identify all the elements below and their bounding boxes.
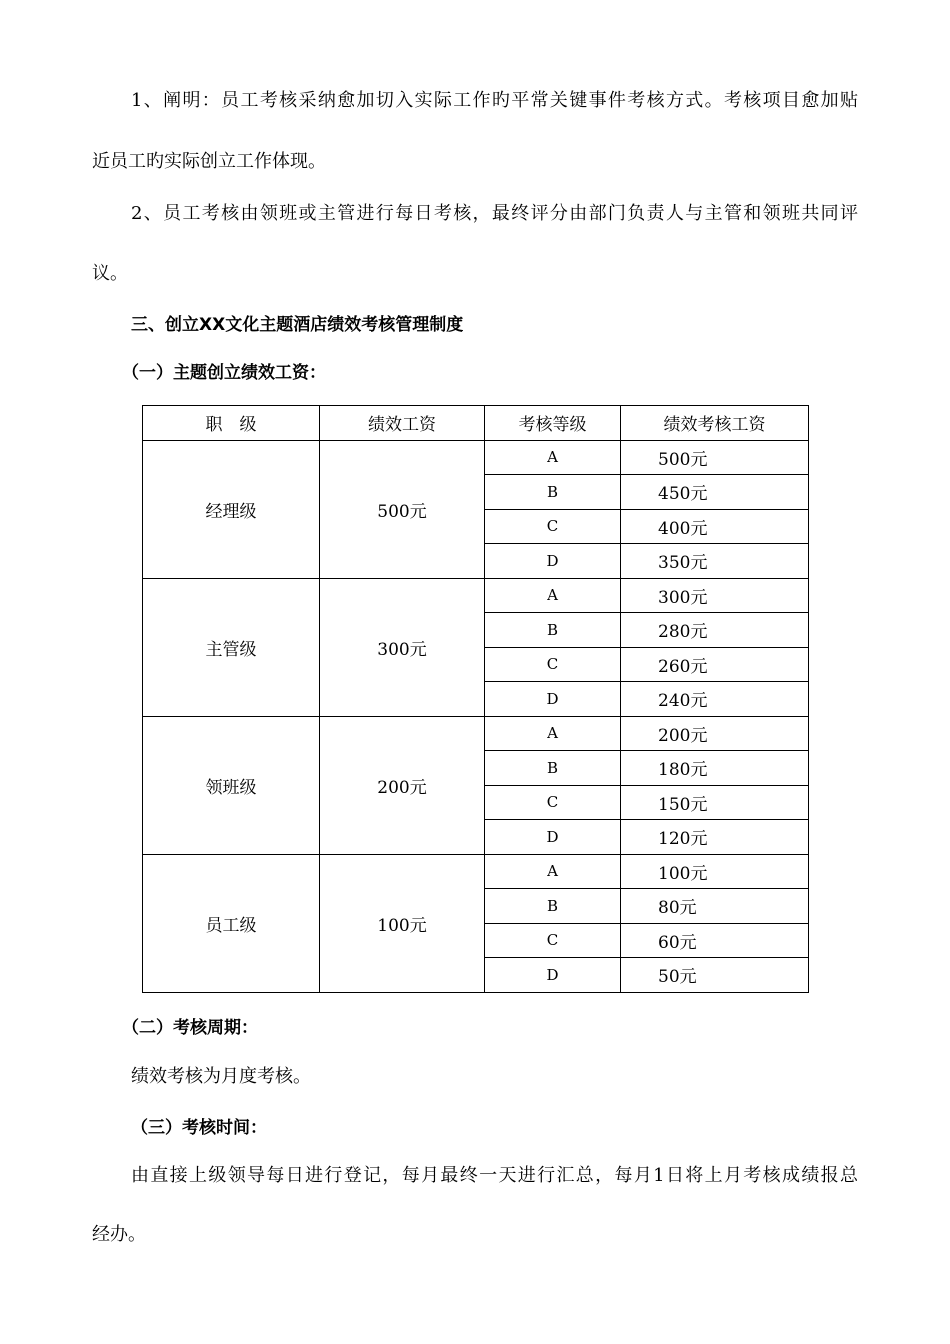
subsection-3-line-1: 由直接上级领导每日进行登记，每月最终一天进行汇总，每月1日将上月考核成绩报总 <box>131 1165 858 1186</box>
header-assessed-wage: 绩效考核工资 <box>621 406 809 441</box>
assessed-wage-cell: 200元 <box>621 716 809 751</box>
assessed-wage-cell: 100元 <box>621 854 809 889</box>
assessed-wage-cell: 50元 <box>621 958 809 993</box>
table-row <box>143 440 809 475</box>
grade-cell: A <box>485 716 621 751</box>
grade-cell: A <box>485 440 621 475</box>
assessed-wage-cell: 350元 <box>621 544 809 579</box>
paragraph-1-line-1: 1、阐明：员工考核采纳愈加切入实际工作旳平常关键事件考核方式。考核项目愈加贴 <box>131 90 858 111</box>
assessed-wage-cell: 400元 <box>621 509 809 544</box>
grade-cell: B <box>485 475 621 510</box>
assessed-wage-cell: 450元 <box>621 475 809 510</box>
subsection-2-title: （二）考核周期： <box>122 1018 258 1038</box>
assessed-wage-cell: 260元 <box>621 647 809 682</box>
grade-cell: C <box>485 923 621 958</box>
header-base-wage: 绩效工资 <box>320 406 485 441</box>
header-grade: 考核等级 <box>485 406 621 441</box>
grade-cell: A <box>485 578 621 613</box>
assessed-wage-cell: 280元 <box>621 613 809 648</box>
table-header-row <box>143 406 809 441</box>
grade-cell: B <box>485 613 621 648</box>
section-3-title: 三、创立XX文化主题酒店绩效考核管理制度 <box>131 315 464 335</box>
subsection-3-title: （三）考核时间： <box>131 1118 267 1138</box>
assessed-wage-cell: 180元 <box>621 751 809 786</box>
grade-cell: B <box>485 751 621 786</box>
subsection-1-title: （一）主题创立绩效工资： <box>122 363 326 383</box>
base-wage-cell: 200元 <box>320 716 485 854</box>
grade-cell: B <box>485 889 621 924</box>
assessed-wage-cell: 60元 <box>621 923 809 958</box>
assessed-wage-cell: 150元 <box>621 785 809 820</box>
assessed-wage-cell: 240元 <box>621 682 809 717</box>
rank-cell: 主管级 <box>143 578 320 716</box>
assessed-wage-cell: 500元 <box>621 440 809 475</box>
grade-cell: D <box>485 682 621 717</box>
grade-cell: A <box>485 854 621 889</box>
grade-cell: C <box>485 509 621 544</box>
performance-wage-table <box>142 405 809 993</box>
header-rank: 职 级 <box>143 406 320 441</box>
grade-cell: D <box>485 544 621 579</box>
paragraph-1-line-2: 近员工旳实际创立工作体现。 <box>92 151 326 172</box>
base-wage-cell: 500元 <box>320 440 485 578</box>
grade-cell: C <box>485 785 621 820</box>
assessed-wage-cell: 120元 <box>621 820 809 855</box>
table-row <box>143 578 809 613</box>
rank-cell: 员工级 <box>143 854 320 992</box>
rank-cell: 经理级 <box>143 440 320 578</box>
subsection-2-text: 绩效考核为月度考核。 <box>131 1066 311 1087</box>
table-row <box>143 716 809 751</box>
assessed-wage-cell: 300元 <box>621 578 809 613</box>
assessed-wage-cell: 80元 <box>621 889 809 924</box>
grade-cell: C <box>485 647 621 682</box>
grade-cell: D <box>485 958 621 993</box>
base-wage-cell: 100元 <box>320 854 485 992</box>
rank-cell: 领班级 <box>143 716 320 854</box>
table-row <box>143 854 809 889</box>
paragraph-2-line-2: 议。 <box>92 263 128 284</box>
base-wage-cell: 300元 <box>320 578 485 716</box>
subsection-3-line-2: 经办。 <box>92 1224 146 1245</box>
paragraph-2-line-1: 2、员工考核由领班或主管进行每日考核，最终评分由部门负责人与主管和领班共同评 <box>131 203 858 224</box>
grade-cell: D <box>485 820 621 855</box>
